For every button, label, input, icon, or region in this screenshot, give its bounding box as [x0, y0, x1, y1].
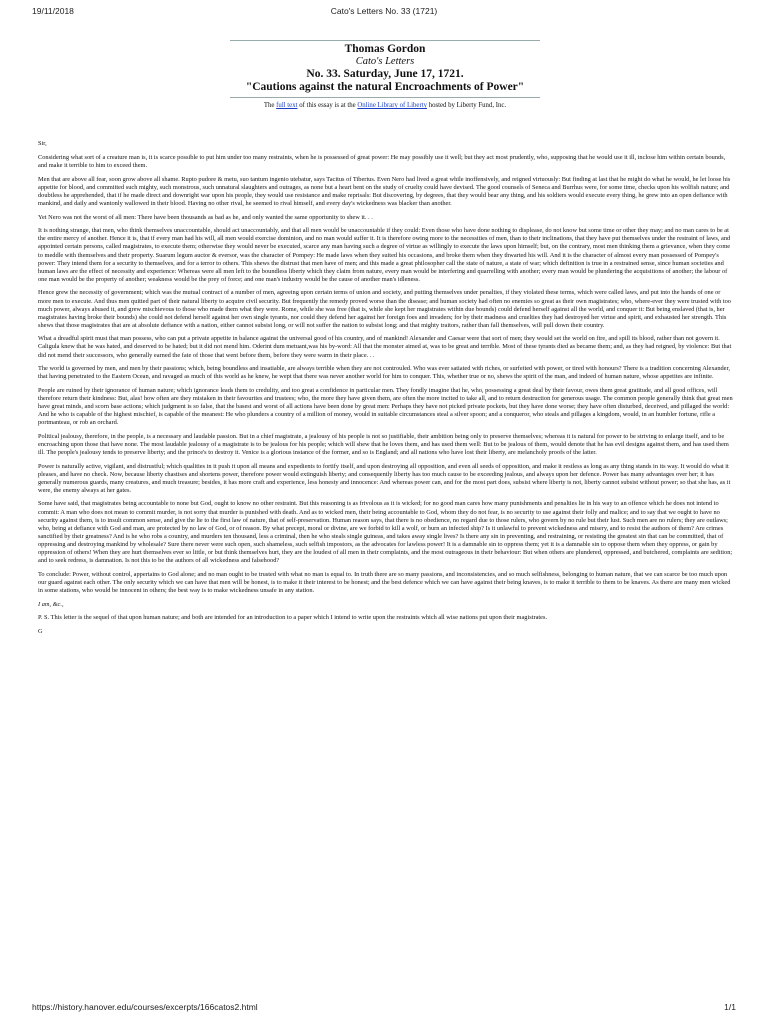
source-text-2: of this essay is at the [297, 102, 358, 109]
paragraph: The world is governed by men, and men by their passions; which, being boundless and insatiable, are always terrible when they are not controuled. Who was ever satiated with riches, or surfeited with power, or tired with honours? There is a tradition concerning Alexander, that having penetrated to the Eastern Ocean, and ravaged as much of this world as he knew, he wept that there was never another world for him to conquer. This, whether true or no, shews the spirit of the man, and indeed of human nature, whose appetites are infinite. [38, 365, 730, 381]
paragraph: Considering what sort of a creature man is, it is scarce possible to put him under too many restraints, when he is possessed of great power: He may possibly use it well; but they act most prudently, who, supposing that he would use it ill, inclose him within certain bounds, and make it terrible to him to exceed them. [38, 154, 726, 170]
paragraph: Some have said, that magistrates being accountable to none but God, ought to know no other restraint. But this reasoning is as frivolous as it is wicked; for no good man cares how many punishments and penalties lie in his way to an offence which he does not intend to commit: A man who does not mean to commit murder, is not sorry that murder is punished with death. And as to wicked men, their being accountable to God, whom they do not fear, is no security to use against their folly and malice; and to say that we ought to have no security against them, is to insult common sense, and give the lie to the first law of nature, that of self-preservation. Human reason says, that there is no obedience, no regard due to those rulers, who govern by no rule but their lust. Such men are no rulers; they are outlaws; who, being at defiance with God and man, are protected by no law of God, or of reason. By what precept, moral or divine, are we forbid to kill a wolf, or burn an infected ship? Is it unlawful to prevent wickedness and misery, and to resist the authors of them? Are crimes sanctified by their greatness? And is he who robs a country, and murders ten thousand, less a criminal, then he who steals single guineas, and takes away single lives? Is there any sin in preventing, and restraining, or resisting the greatest sin that can be committed, that of oppressing and destroying mankind by wholesale? Sure there never were such open, such shameless, such selfish impostors, as the advocates for lawless power! It is a damnable sin to oppress them; yet it is a damnable sin to oppose them when they oppress, or gain by oppression of others! When they are hurt themselves ever so little, or but think themselves hurt, they are the loudest of all men in their complaints, and the most outrageous in their behaviour: But when others are plundered, oppressed, and butchered, complaints are sedition; and to seek redress, is damnation. Is not this to be the authors of all wickedness and falsehood? [38, 500, 733, 565]
source-note [230, 101, 540, 110]
paragraph: Yet Nero was not the worst of all men: There have been thousands as bad as he, and only wanted the same opportunity to shew it. . . [38, 213, 373, 221]
top-rule [230, 40, 540, 41]
print-header [32, 6, 736, 20]
essay-title: "Cautions against the natural Encroachments of Power" [245, 81, 525, 93]
source-text-1: The [263, 102, 277, 109]
closing: I am, &c., [38, 600, 64, 608]
paragraph: Political jealousy, therefore, in the people, is a necessary and laudable passion. But in a chief magistrate, a jealousy of his people is not so justifiable, their ambition being only to preserve themselves; whereas it is natural for power to be striving to enlarge itself, and to be encroaching upon those that have none. The most laudable jealousy of a magistrate is to be jealous for his people; which will shew that he loves them, and has used them well: But to be jealous of them, would denote that he has evil designs against them, and has used them ill. The people's jealousy tends to preserve liberty; and the prince's to destroy it. Venice is a glorious instance of the former, and so is England; and all nations who have lost their liberty, are melancholy proofs of the latter. [38, 432, 729, 456]
print-page-title: Cato's Letters No. 33 (1721) [330, 6, 438, 16]
postscript: P. S. This letter is the sequel of that upon human nature; and both are intended for an introduction to a paper which I intend to write upon the restraints which all wise nations put upon their magistrates. [38, 614, 548, 622]
signature: G [38, 627, 43, 635]
salutation: Sir, [38, 140, 47, 147]
page-number: 1/1 [724, 1002, 736, 1012]
paragraph: Power is naturally active, vigilant, and distrustful; which qualities in it push it upon all means and expedients to fortify itself, and upon destroying all opposition, and even all seeds of opposition, and make it restless as long as any thing stands in its way. It would do what it pleases, and have no check. Now, because liberty chastises and shortens power, therefore power would extinguish liberty; and consequently liberty has too much cause to be exceeding jealous, and always upon her defence. Power has many advantages over her; it has generally numerous guards, many creatures, and much treasure; besides, it has more craft and experience, less honesty and innocence: And whereas power can, and for the most part does, subsist where liberty is not, liberty cannot subsist without power; so that she has, as it were, the enemy always at her gates. [38, 462, 731, 494]
paragraph: To conclude: Power, without control, appertains to God alone; and no man ought to be trusted with what no man is equal to. In truth there are so many passions, and inconsistencies, and so much selfishness, belonging to human nature, that we can scarce be too much upon our guard against each other. The only security which we can have that men will be honest, is to make it their interest to be honest; and the best defence which we can have against their being knaves, is to make it terrible to them to be knaves. As there are many men wicked in some stations, who would be innocent in others; the best way is to make wickedness unsafe in any station. [38, 570, 731, 594]
paragraph: What a dreadful spirit must that man possess, who can put a private appetite in balance against the universal good of his country, and of mankind! Alexander and Caesar were that sort of men; they would set the world on fire, and spill its blood, rather than not govern it. Caligula knew that he was hated, and deserved to be hated; but it did not mend him. Oderint dum metuant,was his by-word: All that the monster aimed at, was to be great and terrible. Most of these tyrants died as became them; and, as they had reigned, by violence: But that did not mend their successors, who generally earned the fate of those that went before them, before they were warm in their place. . . [38, 335, 732, 359]
publication-title: Cato's Letters [355, 56, 415, 67]
full-text-link[interactable]: full text [276, 102, 298, 109]
page-url: https://history.hanover.edu/courses/excerpts/166catos2.html [32, 1002, 258, 1012]
source-text-3: hosted by Liberty Fund, Inc. [427, 102, 507, 109]
print-date: 19/11/2018 [32, 6, 74, 16]
paragraph: Hence grew the necessity of government; which was the mutual contract of a number of men, agreeing upon certain terms of union and society, and putting themselves under penalties, if they violated these terms, which were called laws, and put into the hands of one or more men to execute. And thus men quitted part of their natural liberty to acquire civil security. But frequently the remedy proved worse than the disease; and human society had often no enemies so great as their own magistrates; who, where-ever they were trusted with too much power, always abused it, and grew mischievous to those who made them what they were. Rome, while she was free (that is, while she kept her magistrates within due bounds) could defend herself against all the world, and conquer it: But being enslaved (that is, her magistrates having broke their bounds) she could not defend herself against her own single tyrants, nor could they defend her against her foreign foes and invaders; for by their madness and cruelties they had destroyed her virtue and spirit, and exhausted her strength. This shews that those magistrates that are at absolute defiance with a nation, either cannot subsist long, or will not suffer the nation to subsist long; and that mighty traitors, rather than fall themselves, will pull down their country. [38, 289, 731, 329]
issue-line: No. 33. Saturday, June 17, 1721. [306, 68, 464, 80]
print-footer [32, 1002, 736, 1016]
title-block [230, 40, 540, 110]
paragraph: It is nothing strange, that men, who think themselves unaccountable, should act unaccountably, and that all men would be unaccountable if they could: Even those who have done nothing to displease, do not know but some time or other they may; and no man cares to be at the entire mercy of another. Hence it is, that if every man had his will, all men would exercise dominion, and no man would suffer it. It is therefore owing more to the necessities of men, than to their inclinations, that they have put themselves under the restraint of laws, and appointed certain persons, called magistrates, to execute them; otherwise they would never be executed, scarce any man having such a degree of virtue as willingly to execute the laws upon himself; but, on the contrary, most men thinking them a grievance, when they come to meddle with themselves and their property. Suarum legum auctor & eversor, was the character of Pompey: He made laws when they suited his occasions, and broke them when they thwarted his will. And it is the character of almost every man possessed of Pompey's power: They intend them for a security to themselves, and for a terror to others. This shews the distrust that men have of men; and this made a great philosopher call the state of nature, a state of war; which definition is true in a restrained sense, since human societies and human laws are the effect of necessity and experience: Whereas were all men left to the boundless liberty which they claim from nature, every man would be interfering and quarrelling with another; every man would be plundering the acquisitions of another; the labour of one man would be the property of another; weakness would be the prey of force; and one man's industry would be the cause of another man's idleness. [38, 227, 731, 283]
paragraph: Men that are above all fear, soon grow above all shame. Rupto pudore & metu, suo tantum ingenio utebatur, says Tacitus of Tiberius. Even Nero had lived a great while inoffensively, and reigned virtuously: But finding at last that he might do what he would, he let loose his appetite for blood, and committed such mighty, such monstrous, such unnatural slaughters and outrages, as none but a heart bent on the study of cruelty could have devised. The good counsels of Seneca and Burrhus were, for some time, checks upon his wolfish nature; and doubtless he apprehended, that if he made direct and downright war upon his people, they would use resistance and make reprisals: But discovering, by degrees, that they would bear any thing, and his soldiers would execute every thing, he grew into an open defiance with mankind, and daily and wantonly wallowed in their blood. Having no other rival, he seemed to rival himself, and every day's wickedness was blacker than another. [38, 175, 731, 208]
paragraph: People are ruined by their ignorance of human nature; which ignorance leads them to credulity, and too great a confidence in particular men. They fondly imagine that he, who, possessing a great deal by their favour, owes them great gratitude, and all good offices, will therefore return their kindness: But, alas! how often are they mistaken in their favourites and trustees; who, the more they have given them, are often the more incited to take all, and to return destruction for generous usage. The common people generally think that great men have great minds, and scorn base actions; which judgment is so false, that the basest and worst of all actions have been done by great men: Perhaps they have not picked private pockets, but they have done worse; they have often disturbed, deceived, and pillaged the world: And he who is capable of the highest mischief, is capable of the meanest: He who plunders a country of a million of money, would in suitable circumstances steal a silver spoon; and a conqueror, who steals and pillages a kingdom, would, in an humbler fortune, rifle a portmanteau, or rob an orchard. [38, 386, 733, 427]
letter-body [38, 140, 733, 641]
online-library-link[interactable]: Online Library of Liberty [357, 102, 427, 109]
bottom-rule [230, 97, 540, 98]
author-name: Thomas Gordon [344, 43, 426, 55]
